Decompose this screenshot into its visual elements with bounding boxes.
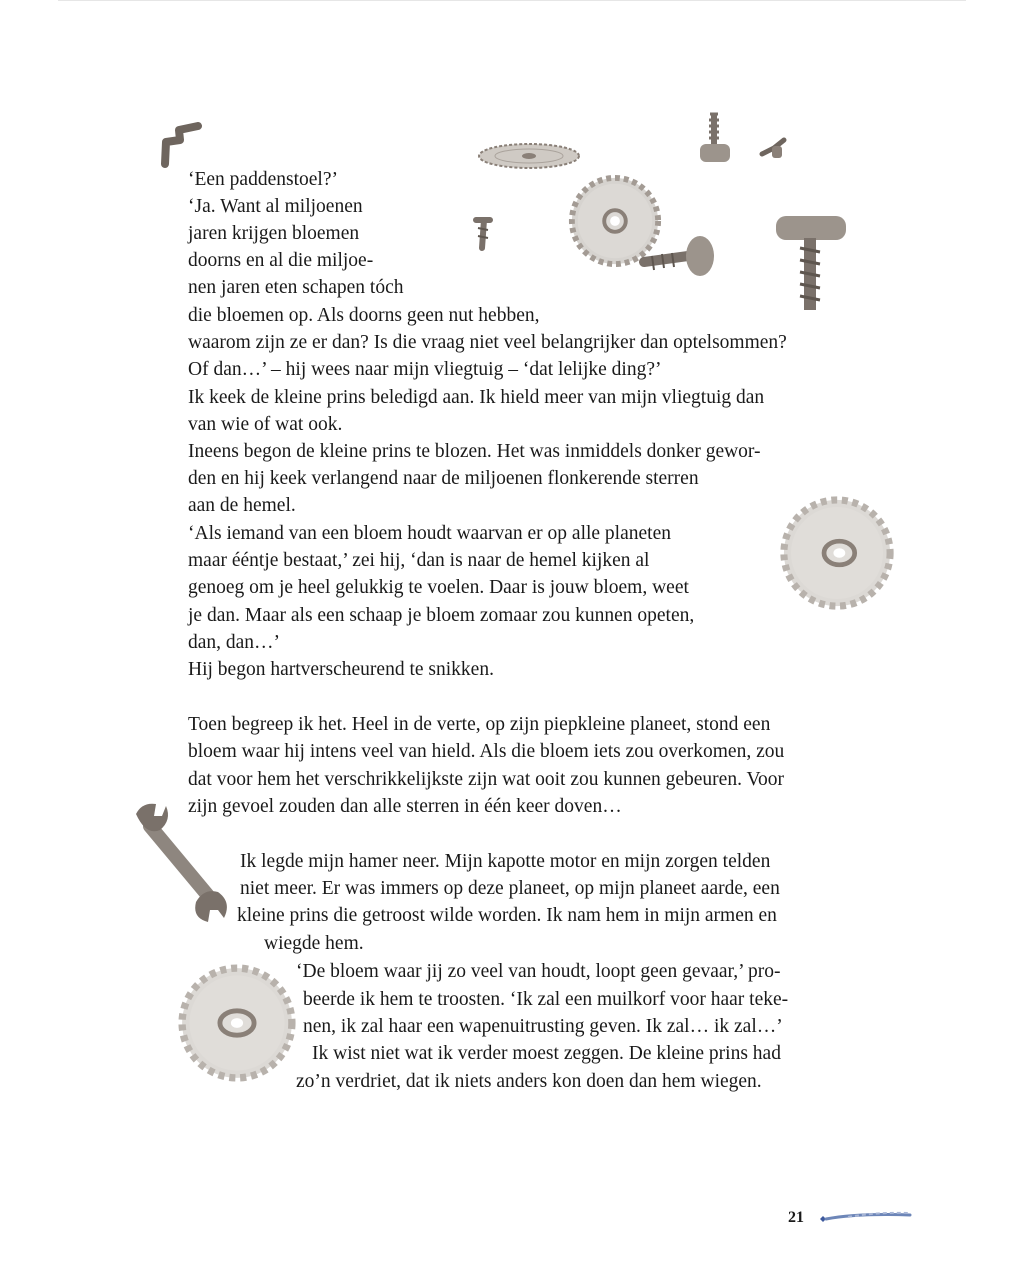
screw-icon xyxy=(696,110,734,168)
text-line: Toen begreep ik het. Heel in de verte, op zijn piepkleine planeet, stond een xyxy=(188,714,771,735)
text-line: Of dan…’ – hij wees naar mijn vliegtuig – ‘dat lelijke ding?’ xyxy=(188,359,662,380)
text-line: nen, ik zal haar een wapenuitrusting geven. Ik zal… ik zal…’ xyxy=(303,1016,783,1037)
text-line: bloem waar hij intens veel van hield. Als die bloem iets zou overkomen, zou xyxy=(188,741,785,762)
text-line: niet meer. Er was immers op deze planeet, op mijn planeet aarde, een xyxy=(240,878,780,899)
text-line: dan, dan…’ xyxy=(188,632,281,653)
text-line: dat voor hem het verschrikkelijkste zijn wat ooit zou kunnen gebeuren. Voor xyxy=(188,769,785,790)
text-line: zijn gevoel zouden dan alle sterren in één keer doven… xyxy=(188,796,622,817)
text-line: maar ééntje bestaat,’ zei hij, ‘dan is naar de hemel kijken al xyxy=(188,550,650,571)
text-line: zo’n verdriet, dat ik niets anders kon doen dan hem wiegen. xyxy=(296,1071,762,1092)
gear-icon xyxy=(778,494,896,612)
screw-icon xyxy=(468,214,504,254)
text-line: Ik wist niet wat ik verder moest zeggen. De kleine prins had xyxy=(312,1043,781,1064)
text-line: die bloemen op. Als doorns geen nut hebben, xyxy=(188,305,540,326)
gear-icon xyxy=(176,962,298,1084)
saw-blade-icon xyxy=(476,140,582,172)
bent-nail-icon xyxy=(158,122,206,168)
text-line: van wie of wat ook. xyxy=(188,414,343,435)
screw-icon xyxy=(758,132,788,162)
text-line: wiegde hem. xyxy=(264,933,364,954)
text-line: Ineens begon de kleine prins te blozen. Het was inmiddels donker gewor- xyxy=(188,441,761,462)
top-rule xyxy=(58,0,966,1)
text-line: jaren krijgen bloemen xyxy=(188,223,360,244)
page-number: 21 xyxy=(788,1209,804,1226)
text-line: nen jaren eten schapen tóch xyxy=(188,277,404,298)
text-line: doorns en al die miljoe- xyxy=(188,250,374,271)
text-line: waarom zijn ze er dan? Is die vraag niet veel belangrijker dan optelsommen? xyxy=(188,332,787,353)
text-line: je dan. Maar als een schaap je bloem zomaar zou kunnen opeten, xyxy=(188,605,695,626)
text-line: Hij begon hartverscheurend te snikken. xyxy=(188,659,494,680)
text-line: ‘Een paddenstoel?’ xyxy=(188,169,338,190)
text-line: ‘Als iemand van een bloem houdt waarvan er op alle planeten xyxy=(188,523,671,544)
text-line: ‘Ja. Want al miljoenen xyxy=(188,196,363,217)
text-line: ‘De bloem waar jij zo veel van houdt, loopt geen gevaar,’ pro- xyxy=(296,961,781,982)
text-line: kleine prins die getroost wilde worden. Ik nam hem in mijn armen en xyxy=(237,905,777,926)
text-line: den en hij keek verlangend naar de miljoenen flonkerende sterren xyxy=(188,468,699,489)
text-line: genoeg om je heel gelukkig te voelen. Daar is jouw bloem, weet xyxy=(188,577,689,598)
text-line: Ik legde mijn hamer neer. Mijn kapotte motor en mijn zorgen telden xyxy=(240,851,771,872)
text-line: beerde ik hem te troosten. ‘Ik zal een muilkorf voor haar teke- xyxy=(303,989,789,1010)
text-line: Ik keek de kleine prins beledigd aan. Ik hield meer van mijn vliegtuig dan xyxy=(188,387,765,408)
text-line: aan de hemel. xyxy=(188,495,296,516)
screw-icon xyxy=(638,232,720,284)
star-brushstroke-icon xyxy=(818,1209,914,1225)
screw-icon xyxy=(770,212,852,320)
